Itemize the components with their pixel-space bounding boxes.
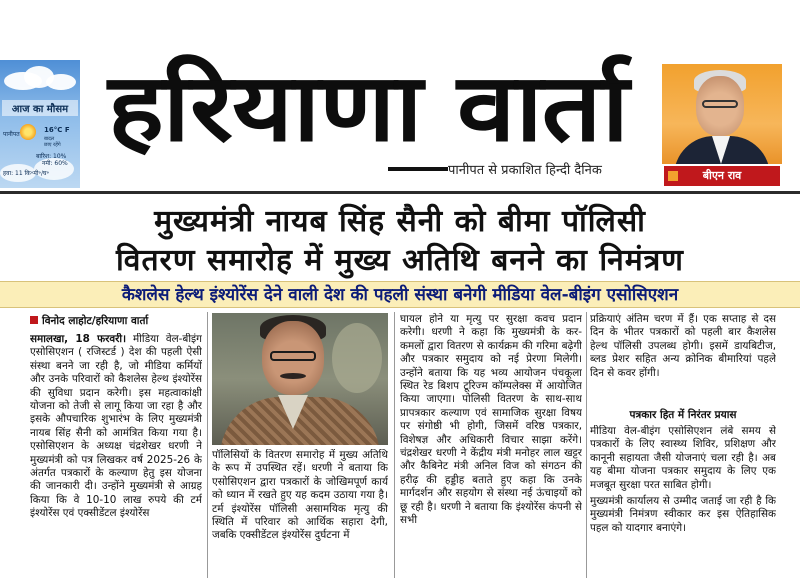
weather-city: पानीपत [3,131,20,138]
headline-line-1: मुख्यमंत्री नायब सिंह सैनी को बीमा पॉलिसी [154,204,646,239]
column-1-text: मीडिया वेल-बीइंग एसोसिएशन ( रजिस्टर्ड ) देश की पहली ऐसी संस्था बनने जा रही है, जो मीडिया कर्मियों और उनके परिवारों को कैशलेस हेल्थ इंश्योरेंस की सुविधा प्रदान करेगी। इस महत्वाकांक्षी योजना को तेजी से लागू किया जा रहा है और इसके औपचारिक शुभारंभ के लिए मुख्यमंत्री नायब सिंह सैनी को आमंत्रित किया गया है। एसोसिएशन के अध्यक्ष चंद्रशेखर धरणी ने मुख्यमंत्री को पत्र लिखकर वर्ष 2025-26 के अंतर्गत पत्रकारों के कल्याण हेतु इस योजना की जानकारी दी। उन्होंने मुख्यमंत्री से आग्रह किया कि वे 10-10 लाख रुपये की टर्म इंश्योरेंस एवं एक्सीडेंटल इंश्योरेंस [30,333,202,520]
weather-widget [0,60,80,188]
column-4-text-3: मुख्यमंत्री कार्यालय से उम्मीद जताई जा रही है कि मुख्यमंत्री निमंत्रण स्वीकार कर इस ऐतिहासिक पहल को यादगार बनाएंगे। [590,495,776,534]
headline-line-2: वितरण समारोह में मुख्य अतिथि बनने का निमंत्रण [116,243,684,278]
column-2-text: पॉलिसियों के वितरण समारोह में मुख्य अतिथि के रूप में उपस्थित रहें। धरणी ने बताया कि एसोसिएशन द्वारा पत्रकारों के जोखिमपूर्ण कार्य को ध्यान में रखते हुए यह कदम उठाया गया है। टर्म इंश्योरेंस पॉलिसी असामयिक मृत्यु की स्थिति में परिवार को आर्थिक सहारा देगी, जबकि एक्सीडेंटल इंश्योरेंस दुर्घटना में [212,449,388,542]
article-column-2 [212,449,388,578]
column-divider [586,312,587,578]
byline [30,313,202,329]
weather-humidity: नमी: 60% [42,160,68,167]
cloud-icon [46,74,76,90]
dateline: समालखा, 18 फरवरी। [30,333,127,345]
column-divider [394,312,395,578]
masthead-rule [388,167,448,171]
byline-text: विनोद लाहोट/हरियाणा वार्ता [42,315,149,327]
article-paragraph [30,333,202,521]
column-4-text-1: प्रक्रियाएं अंतिम चरण में हैं। एक सप्ताह से दस दिन के भीतर पत्रकारों को पहली बार कैशलेस हेल्थ पॉलिसी उपलब्ध होगी। इसमें डायबिटीज, ब्लड प्रेशर सहित अन्य क्रोनिक बीमारियां पहले दिन से कवर होंगी। [590,313,776,379]
editor-photo [662,64,782,164]
masthead-divider [0,191,800,194]
article-column-4-top [590,313,776,405]
masthead-tagline: पानीपत से प्रकाशित हिन्दी दैनिक [448,163,602,178]
article-column-4-bottom [590,425,776,578]
byline-marker-icon [30,316,38,324]
column-3-text: घायल होने या मृत्यु पर सुरक्षा कवच प्रदान करेगी। धरणी ने कहा कि मुख्यमंत्री के कर-कमलों द्वारा वितरण से कार्यक्रम की गरिमा बढ़ेगी और पत्रकार समुदाय को नई प्रेरणा मिलेगी। उन्होंने बताया कि यह भव्य आयोजन पंचकूला स्थित रेड बिशप टूरिज्म कॉम्पलेक्स में आयोजित किया जाएगा। पोलिसी वितरण के साथ-साथ प्रापत्रकार कल्याण एवं सामाजिक सुरक्षा विषय पर संगोष्ठी भी होगी, जिसमें वरिष्ठ पत्रकार, विशेषज्ञ और अधिकारी विचार साझा करेंगे। चंद्रशेखर धरणी ने केंद्रीय मंत्री मनोहर लाल खट्टर और कैबिनेट मंत्री अनिल विज को संगठन की हरीढ़ की हड्डीह बताते हुए कहा कि उनके मार्गदर्शन और सहयोग से संस्था नई ऊंचाइयों को छू रही है। धरणी ने बताया कि इंश्योरेंस कंपनी से सभी [400,313,582,527]
subheadline: कैशलेस हेल्थ इंश्योरेंस देने वाली देश की पहली संस्था बनेगी मीडिया वेल-बीइंग एसोसिएशन [0,281,800,308]
chief-minister-photo [212,313,388,445]
sun-icon [20,124,36,140]
weather-condition-line1: बादल [44,136,55,142]
cross-head: पत्रकार हित में निरंतर प्रयास [629,409,737,421]
weather-rain: बारिश: 10% [36,153,67,160]
article-column-1 [30,333,202,578]
newspaper-masthead: हरियाणा वार्ता [108,54,628,163]
column-4-text-2: मीडिया वेल-बीइंग एसोसिएशन लंबे समय से पत्रकारों के लिए स्वास्थ्य शिविर, प्रशिक्षण और कानूनी सहायता जैसी योजनाएं चला रही है। अब यह बीमा योजना पत्रकार समुदाय के लिए एक मजबूत सुरक्षा परत साबित होगी। [590,425,776,491]
column-divider [207,312,208,578]
weather-temperature: 16°C F [44,126,70,134]
weather-title: आज का मौसम [2,100,78,116]
article-column-3 [400,313,582,578]
weather-wind: हवा: 11 कि॰मी॰/घ॰ [3,170,50,177]
editor-name-badge: बीएन राव [664,166,780,186]
weather-condition-line2: छाए रहेंगे [44,142,61,148]
